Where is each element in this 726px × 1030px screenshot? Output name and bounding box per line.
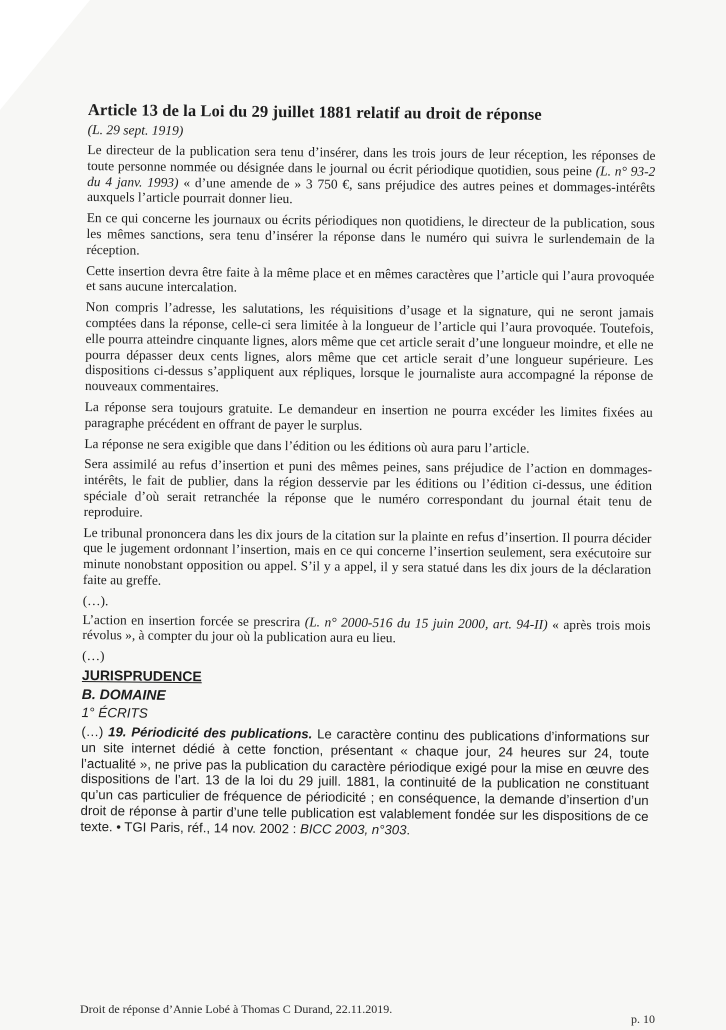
domaine-heading: B. DOMAINE (81, 685, 166, 703)
paragraph-9: L’action en insertion forcée se prescrira (L. n° 2000-516 du 15 juin 2000, art. 94-II) « après trois mois révolus », à compter du jour où la publication aura eu lieu. (82, 611, 651, 646)
article-body (80, 100, 656, 840)
ellipsis-1: (…). (82, 592, 109, 608)
page-number: p. 10 (631, 1012, 655, 1026)
jurisprudence-text: (…) 19. Périodicité des publications. Le caractère continu des publications d’informations sur un site internet dédié à cette fonction, présentant « chaque jour, 24 heures sur 24, toute l’actualité », ne prive pas la publication du caractère périodique exigé pour la mise en œuvre des dispositions de l’art. 13 de la loi du 29 juill. 1881, la continuité de la publication ne constituant qu’un cas particulier de fréquence de périodicité ; en conséquence, la demande d’insertion d’un droit de réponse à partir d’une telle publication est valablement fondée sur les dispositions de ce texte. • TGI Paris, réf., 14 nov. 2002 : BICC 2003, n°303. (80, 723, 650, 838)
jurisprudence-section (80, 667, 650, 841)
ecrits-heading: 1° ÉCRITS (81, 704, 148, 721)
paragraph-2: En ce qui concerne les journaux ou écrits périodiques non quotidiens, le directeur de la publication, sous les mêmes sanctions, sera tenu d’insérer la réponse dans le numéro qui suivra le surlendemain de la réception. (86, 210, 655, 258)
ellipsis-2: (…) (82, 648, 105, 664)
paragraph-6: La réponse ne sera exigible que dans l’édition ou les éditions où aura paru l’article. (84, 435, 530, 456)
footer-caption: Droit de réponse d’Annie Lobé à Thomas C Durand, 22.11.2019. (80, 1002, 393, 1016)
jurisprudence-heading: JURISPRUDENCE (81, 666, 202, 685)
paragraph-1: Le directeur de la publication sera tenu d’insérer, dans les trois jours de leur réception, les réponses de toute personne nommée ou désignée dans le journal ou écrit périodique quotidien, sous peine (L. n° 93-2 du 4 janv. 1993) « d’une amende de » 3 750 €, sans préjudice des autres peines et dommages-intérêts auxquels l’article pourrait donner lieu. (86, 141, 656, 207)
paragraph-8: Le tribunal prononcera dans les dix jours de la citation sur la plainte en refus d’insertion. Il pourra décider que le jugement ordonnant l’insertion, mais en ce qui concerne l’insertion seulement, sera exécutoire sur minute nonobstant opposition ou appel. S’il y a appel, il y sera statué dans les dix jours de la déclaration faite au greffe. (82, 524, 652, 588)
paragraph-4: Non compris l’adresse, les salutations, les réquisitions d’usage et la signature, qui ne seront jamais comptées dans la réponse, celle-ci sera limitée à la longueur de l’article qui l’aura provoquée. Toutefois, elle pourra atteindre cinquante lignes, alors même que cet article serait d’une longueur moindre, et elle ne pourra dépasser deux cents lignes, alors même que cet article serait d’une longueur supérieure. Les dispositions ci-dessus s’appliquent aux répliques, lorsque le journaliste aura accompagné la réponse de nouveaux commentaires. (84, 299, 654, 395)
paragraph-3: Cette insertion devra être faite à la même place et en mêmes caractères que l’article qui l’aura provoquée et sans aucune intercalation. (85, 262, 655, 295)
paragraph-5: La réponse sera toujours gratuite. Le demandeur en insertion ne pourra excéder les limites fixées au paragraphe précédent en offrant de payer le surplus. (84, 398, 653, 433)
article-title: Article 13 de la Loi du 29 juillet 1881 relatif au droit de réponse (87, 100, 542, 124)
paragraph-7: Sera assimilé au refus d’insertion et puni des mêmes peines, sans préjudice de l’action en dommages-intérêts, le fait de publier, dans la région desservie par les éditions ou l’édition ci-dessus, une édition spéciale d’où serait retranchée la réponse que le numéro correspondant du journal était tenu de reproduire. (83, 456, 653, 520)
folded-corner (0, 0, 90, 110)
article-subtitle: (L. 29 sept. 1919) (87, 121, 184, 138)
